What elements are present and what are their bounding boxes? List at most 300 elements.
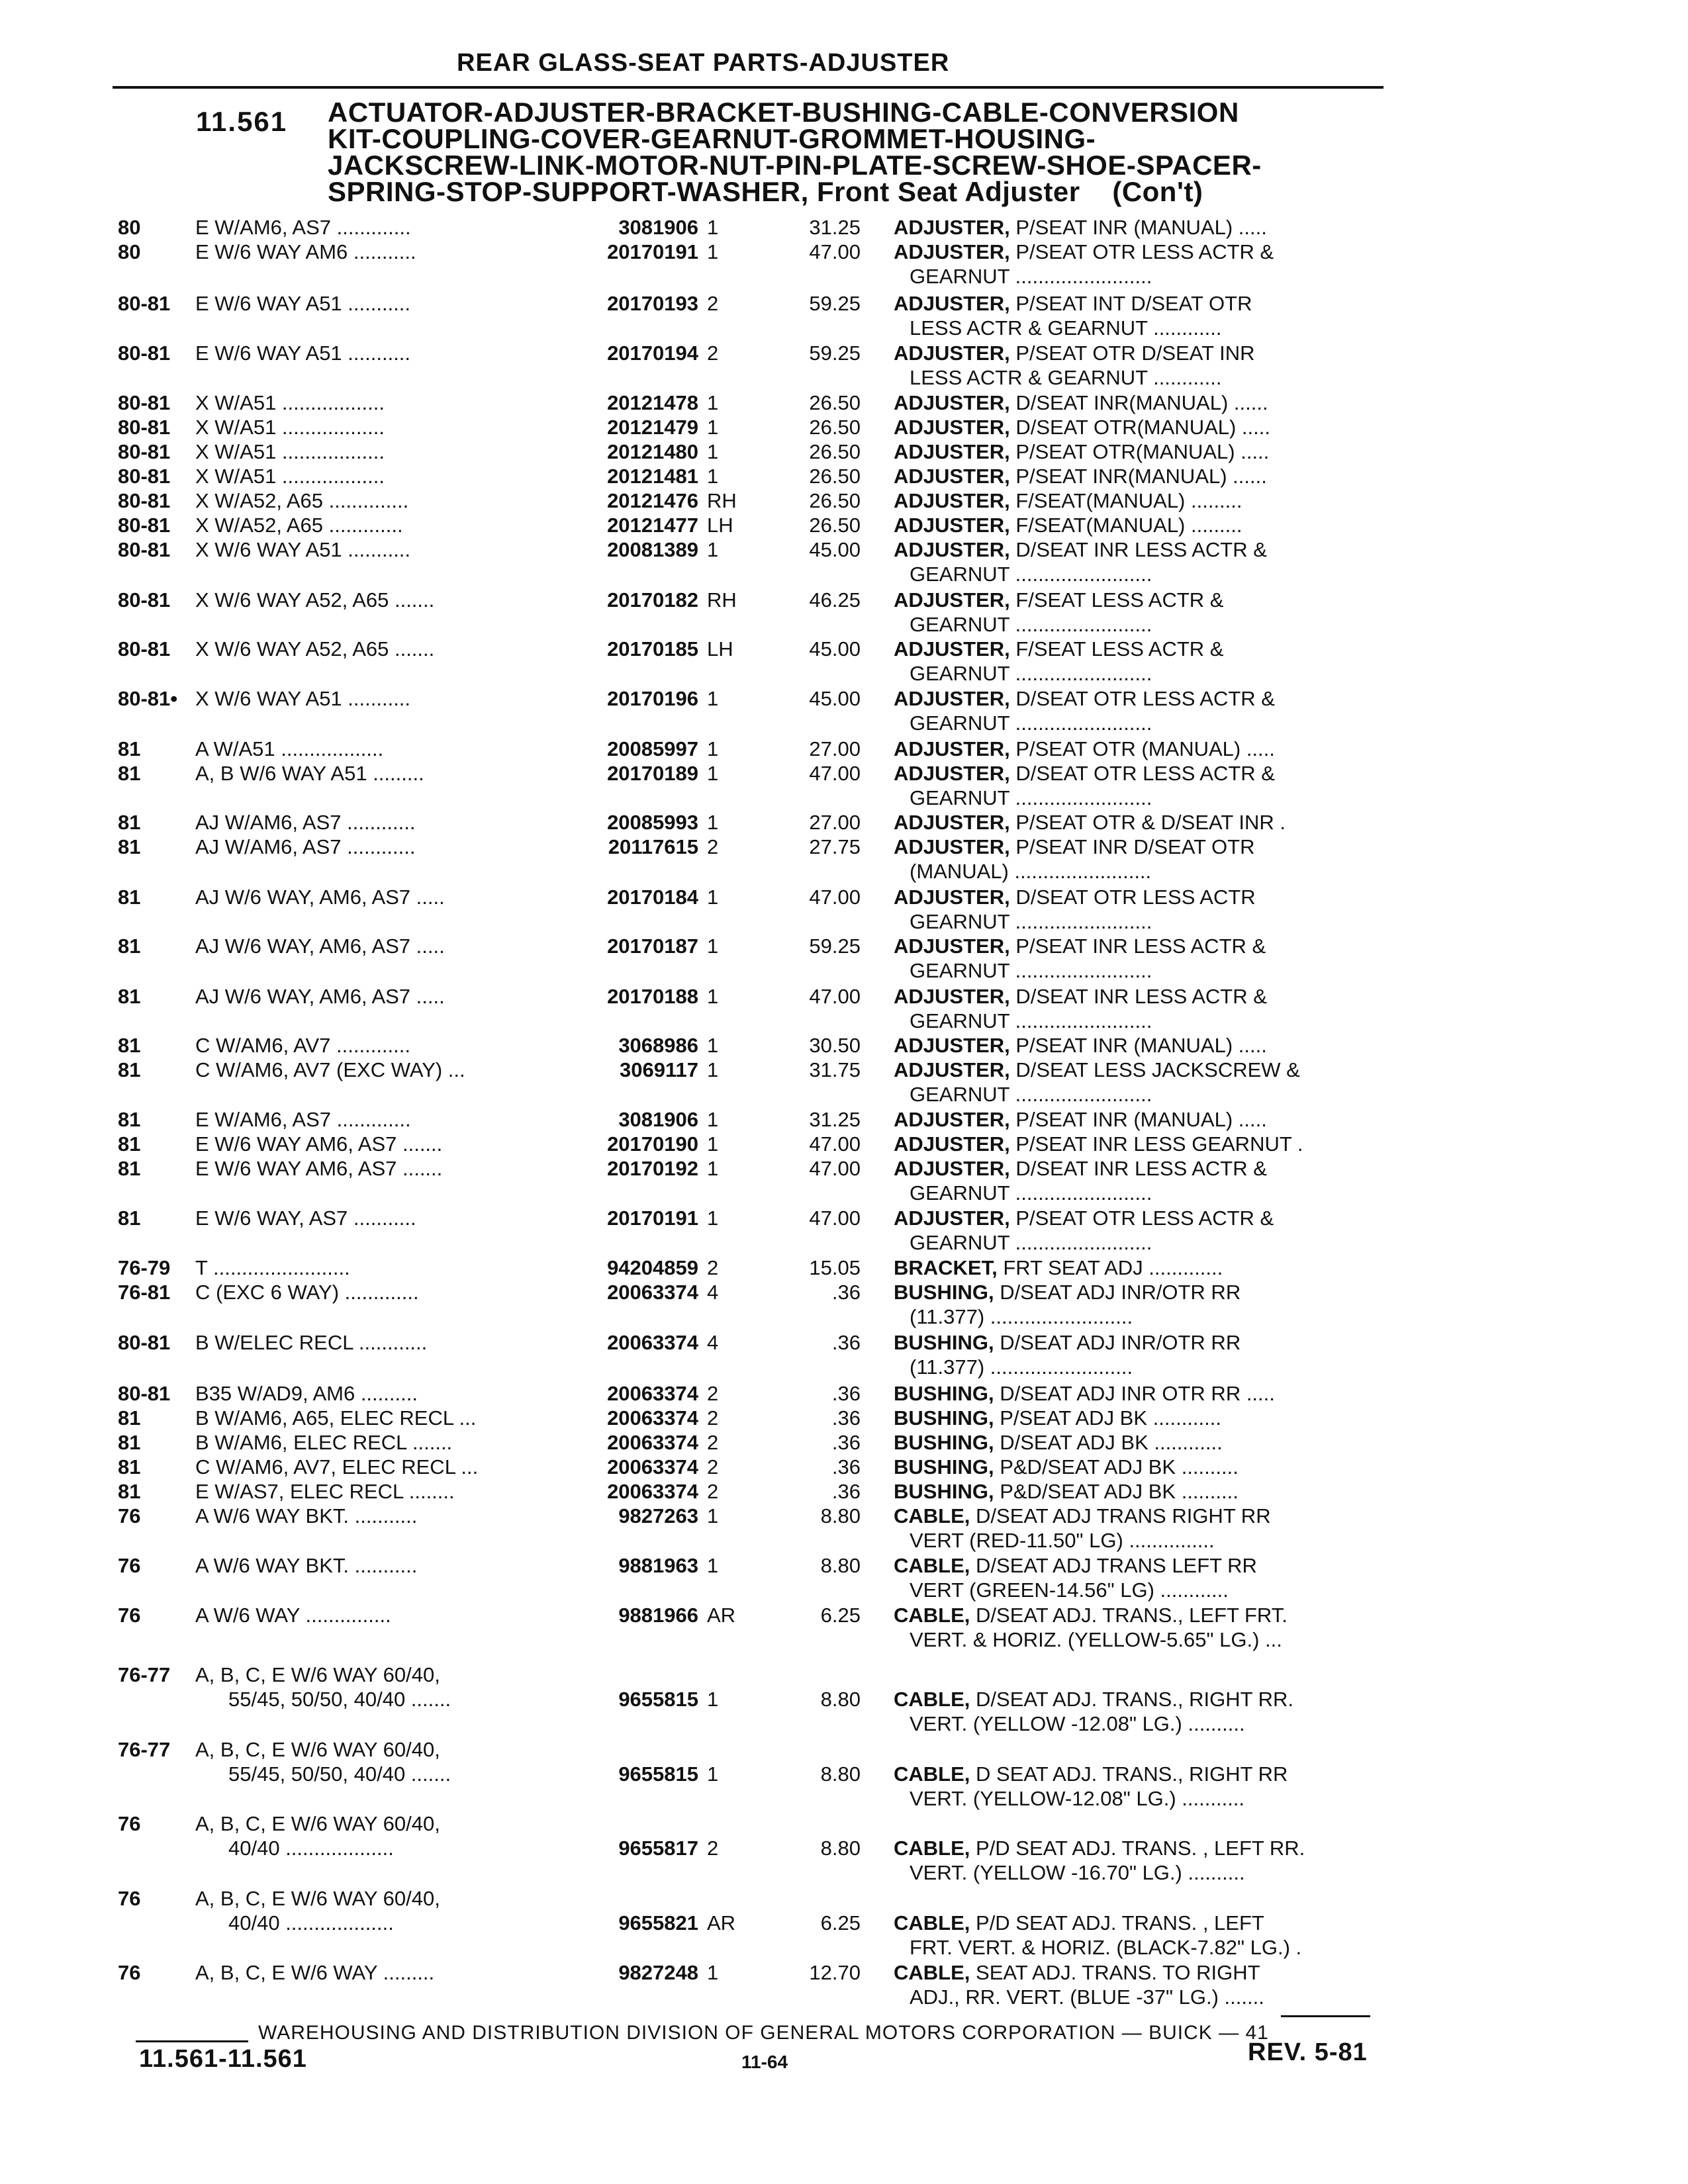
price: 26.50 [809, 416, 861, 439]
model-year: 80-81 [118, 292, 171, 315]
usage-line: X W/A52, A65 .............. [195, 489, 409, 512]
description-line [894, 1504, 1383, 1528]
description [894, 1255, 1383, 1280]
description [894, 761, 1383, 810]
description [894, 1406, 1383, 1430]
usage [195, 513, 566, 537]
description-line [894, 1255, 1383, 1280]
usage-line: C W/AM6, AV7, ELEC RECL ... [195, 1455, 479, 1479]
quantity: 1 [707, 1762, 719, 1786]
price: 47.00 [809, 985, 861, 1008]
price: 45.00 [809, 637, 861, 660]
model-year: 80-81 [118, 1331, 171, 1354]
description [894, 1553, 1383, 1602]
description-text: D/SEAT INR LESS ACTR & [1015, 538, 1267, 561]
usage [195, 1504, 566, 1528]
model-year: 76 [118, 1604, 141, 1627]
description [894, 1280, 1383, 1329]
description-line [894, 1603, 1383, 1627]
price: 30.50 [809, 1034, 861, 1057]
part-name: ADJUSTER, [894, 1132, 1010, 1156]
price: 47.00 [809, 1132, 861, 1156]
description-line [894, 1156, 1383, 1181]
model-year: 80-81 [118, 341, 171, 365]
description-text: P&D/SEAT ADJ BK .......... [1000, 1480, 1239, 1503]
usage-line: A, B W/6 WAY A51 ......... [195, 762, 424, 785]
usage-line: C (EXC 6 WAY) ............. [195, 1281, 419, 1304]
model-year: 81 [118, 1455, 141, 1479]
part-name: ADJUSTER, [894, 514, 1010, 537]
description [894, 240, 1383, 289]
description-line [894, 1911, 1383, 1935]
description-line [894, 390, 1383, 415]
model-year: 81 [118, 1058, 141, 1081]
description [894, 513, 1383, 537]
quantity: 1 [707, 985, 719, 1008]
footer-code: 11.561-11.561 [139, 2045, 307, 2073]
price: .36 [831, 1331, 861, 1354]
description [894, 1960, 1383, 2009]
model-year: 80-81 [118, 440, 171, 463]
usage-line: E W/6 WAY AM6, AS7 ....... [195, 1132, 443, 1156]
usage [195, 1811, 566, 1860]
description [894, 1603, 1383, 1652]
usage [195, 1603, 566, 1627]
description-line [894, 1107, 1383, 1132]
price: 46.25 [809, 588, 861, 612]
quantity: 1 [707, 440, 719, 463]
part-name: ADJUSTER, [894, 934, 1010, 958]
description [894, 390, 1383, 415]
description-text: P/SEAT OTR LESS ACTR & [1015, 1206, 1274, 1230]
quantity: 1 [707, 465, 719, 488]
quantity: LH [707, 637, 733, 660]
price: 27.00 [809, 811, 861, 834]
usage [195, 1255, 566, 1280]
part-name: ADJUSTER, [894, 1034, 1010, 1057]
description [894, 1479, 1383, 1504]
description-line [894, 291, 1383, 316]
description-text: P/D SEAT ADJ. TRANS. , LEFT RR. [976, 1837, 1305, 1860]
description-line [894, 537, 1383, 562]
usage [195, 1033, 566, 1058]
description-line [894, 1455, 1383, 1479]
part-name: BUSHING, [894, 1431, 994, 1454]
usage-line: X W/6 WAY A52, A65 ....... [195, 637, 435, 660]
footer-text: WAREHOUSING AND DISTRIBUTION DIVISION OF GENERAL MOTORS CORPORATION — BUICK — 41 [258, 2022, 1269, 2044]
part-name: CABLE, [894, 1961, 970, 1984]
quantity: LH [707, 514, 733, 537]
part-number: 20121476 [607, 489, 698, 512]
price: .36 [831, 1480, 861, 1503]
quantity: 1 [707, 416, 719, 439]
part-number: 20063374 [607, 1281, 698, 1304]
description-text: P/SEAT INR LESS ACTR & [1015, 934, 1266, 958]
usage [195, 737, 566, 761]
footer-revision: REV. 5-81 [1248, 2038, 1368, 2066]
part-number: 20170185 [607, 637, 698, 660]
description-text: P/SEAT INR(MANUAL) ...... [1015, 465, 1267, 488]
description-line: GEARNUT ........................ [910, 1009, 1152, 1032]
part-number: 3069117 [620, 1058, 698, 1081]
description-text: D/SEAT ADJ TRANS LEFT RR [976, 1554, 1257, 1577]
description-text: D/SEAT OTR LESS ACTR & [1015, 762, 1275, 785]
description-text: P/SEAT INR LESS GEARNUT . [1015, 1132, 1303, 1156]
model-year: 76-81 [118, 1281, 171, 1304]
price: 8.80 [820, 1762, 861, 1786]
description-line [894, 341, 1383, 365]
part-name: BUSHING, [894, 1281, 994, 1304]
description-line [894, 984, 1383, 1009]
model-year: 81 [118, 1034, 141, 1057]
model-year: 81 [118, 737, 141, 760]
quantity: 1 [707, 811, 719, 834]
quantity: 2 [707, 1480, 719, 1503]
description-text: P/SEAT OTR & D/SEAT INR . [1015, 811, 1286, 834]
usage [195, 1330, 566, 1355]
description [894, 1058, 1383, 1107]
part-number: 20121481 [607, 465, 698, 488]
description-text: D/SEAT ADJ INR/OTR RR [1000, 1331, 1241, 1354]
part-number: 3068986 [618, 1034, 698, 1057]
section-number: 11.561 [196, 106, 288, 137]
quantity: 2 [707, 1406, 719, 1430]
part-name: ADJUSTER, [894, 637, 1010, 660]
description-text: P/SEAT OTR D/SEAT INR [1015, 341, 1255, 365]
section-title-line: KIT-COUPLING-COVER-GEARNUT-GROMMET-HOUSING- [328, 123, 1096, 154]
price: 59.25 [809, 292, 861, 315]
part-number: 20170187 [607, 934, 698, 958]
description-text: P/SEAT INR (MANUAL) ..... [1015, 216, 1267, 239]
usage [195, 810, 566, 835]
part-name: ADJUSTER, [894, 737, 1010, 760]
description-text: D/SEAT ADJ BK ............ [1000, 1431, 1223, 1454]
part-name: ADJUSTER, [894, 391, 1010, 414]
description-line [894, 1687, 1383, 1711]
part-number: 9881963 [618, 1554, 698, 1577]
part-number: 20170191 [607, 240, 698, 263]
description-line: VERT. (YELLOW-12.08" LG.) ........... [910, 1787, 1245, 1810]
price: 47.00 [809, 1206, 861, 1230]
part-number: 20117615 [608, 835, 698, 858]
description-text: D/SEAT INR LESS ACTR & [1015, 1157, 1267, 1180]
description-line [894, 737, 1383, 761]
description-line: GEARNUT ........................ [910, 711, 1152, 735]
part-number: 9827248 [618, 1961, 698, 1984]
description-line: (11.377) ......................... [910, 1355, 1133, 1379]
model-year: 80-81 [118, 416, 171, 439]
description-line: VERT (GREEN-14.56" LG) ............ [910, 1578, 1229, 1602]
description [894, 1033, 1383, 1058]
description-text: D/SEAT LESS JACKSCREW & [1015, 1058, 1300, 1081]
description [894, 1330, 1383, 1379]
model-year: 80-81 [118, 1382, 171, 1405]
quantity: 1 [707, 737, 719, 760]
usage [195, 1479, 566, 1504]
price: 47.00 [809, 886, 861, 909]
usage-line: 40/40 ................... [228, 1911, 394, 1934]
part-name: ADJUSTER, [894, 811, 1010, 834]
usage-line: A W/6 WAY BKT. ........... [195, 1554, 418, 1577]
description [894, 215, 1383, 240]
description [894, 637, 1383, 686]
usage [195, 761, 566, 786]
usage [195, 1455, 566, 1479]
description-line [894, 835, 1383, 859]
usage-line: A W/A51 .................. [195, 737, 384, 760]
part-number: 94204859 [607, 1256, 698, 1279]
model-year: 76 [118, 1504, 141, 1527]
description-line [894, 1381, 1383, 1406]
description-line [894, 885, 1383, 909]
description-line: ADJ., RR. VERT. (BLUE -37" LG.) ....... [910, 1985, 1264, 2009]
page-title: REAR GLASS-SEAT PARTS-ADJUSTER [457, 49, 950, 77]
model-year: 80-81• [118, 687, 178, 710]
usage [195, 637, 566, 661]
description [894, 588, 1383, 637]
usage [195, 1662, 566, 1711]
description [894, 934, 1383, 983]
part-name: ADJUSTER, [894, 762, 1010, 785]
description-line [894, 1330, 1383, 1355]
part-name: BUSHING, [894, 1480, 994, 1503]
description-text: D/SEAT OTR LESS ACTR & [1015, 687, 1275, 710]
quantity: 2 [707, 1382, 719, 1405]
part-number: 9655815 [618, 1688, 698, 1711]
usage [195, 1058, 566, 1082]
model-year: 76 [118, 1554, 141, 1577]
description-text: F/SEAT(MANUAL) ......... [1015, 489, 1243, 512]
description-line [894, 488, 1383, 513]
price: 8.80 [820, 1554, 861, 1577]
quantity: 1 [707, 538, 719, 561]
description-line: FRT. VERT. & HORIZ. (BLACK-7.82" LG.) . [910, 1936, 1302, 1959]
description-text: D/SEAT OTR LESS ACTR [1015, 886, 1256, 909]
description [894, 1504, 1383, 1553]
usage [195, 215, 566, 240]
description [894, 291, 1383, 340]
quantity: 1 [707, 1034, 719, 1057]
description [894, 1132, 1383, 1156]
part-number: 9827263 [618, 1504, 698, 1527]
part-name: CABLE, [894, 1911, 970, 1934]
description-text: D/SEAT ADJ TRANS RIGHT RR [976, 1504, 1271, 1527]
quantity: 1 [707, 1688, 719, 1711]
usage-line: AJ W/6 WAY, AM6, AS7 ..... [195, 934, 445, 958]
description-text: D/SEAT INR LESS ACTR & [1015, 985, 1267, 1008]
description [894, 1206, 1383, 1255]
part-number: 20063374 [607, 1331, 698, 1354]
description [894, 464, 1383, 488]
price: .36 [831, 1406, 861, 1430]
footer-rule [1281, 2015, 1370, 2017]
description-line: (11.377) ......................... [910, 1305, 1133, 1328]
price: 15.05 [809, 1256, 861, 1279]
part-name: ADJUSTER, [894, 341, 1010, 365]
part-number: 20170188 [607, 985, 698, 1008]
usage [195, 291, 566, 316]
description-line: GEARNUT ........................ [910, 613, 1152, 636]
usage-line: AJ W/AM6, AS7 ............ [195, 835, 416, 858]
usage-line: A W/6 WAY BKT. ........... [195, 1504, 418, 1527]
description-text: D SEAT ADJ. TRANS., RIGHT RR [976, 1762, 1288, 1786]
description [894, 984, 1383, 1033]
description [894, 1762, 1383, 1811]
description-line [894, 1058, 1383, 1082]
part-number: 20170191 [607, 1206, 698, 1230]
usage-line: T ........................ [195, 1256, 350, 1279]
price: 31.75 [809, 1058, 861, 1081]
description-text: P/SEAT OTR LESS ACTR & [1015, 240, 1274, 263]
price: 26.50 [809, 440, 861, 463]
model-year: 76 [118, 1887, 141, 1910]
model-year: 81 [118, 1157, 141, 1180]
price: 31.25 [809, 216, 861, 239]
description [894, 439, 1383, 464]
model-year: 81 [118, 811, 141, 834]
quantity: 1 [707, 762, 719, 785]
usage-line: E W/6 WAY AM6 ........... [195, 240, 416, 263]
price: 47.00 [809, 240, 861, 263]
price: 8.80 [820, 1837, 861, 1860]
usage [195, 1406, 566, 1430]
description-line: GEARNUT ........................ [910, 786, 1152, 809]
description-line [894, 1206, 1383, 1230]
quantity: 2 [707, 1431, 719, 1454]
usage-line: 40/40 ................... [228, 1837, 394, 1860]
usage-line: AJ W/6 WAY, AM6, AS7 ..... [195, 886, 445, 909]
price: 47.00 [809, 1157, 861, 1180]
usage-line: AJ W/6 WAY, AM6, AS7 ..... [195, 985, 445, 1008]
description [894, 810, 1383, 835]
description-text: P/SEAT OTR (MANUAL) ..... [1015, 737, 1275, 760]
description-line [894, 240, 1383, 264]
description-line: GEARNUT ........................ [910, 959, 1152, 982]
price: 26.50 [809, 391, 861, 414]
usage-line: E W/6 WAY, AS7 ........... [195, 1206, 416, 1230]
description-line [894, 761, 1383, 786]
usage [195, 488, 566, 513]
part-name: ADJUSTER, [894, 985, 1010, 1008]
price: 59.25 [809, 934, 861, 958]
price: 6.25 [820, 1604, 861, 1627]
usage-line: AJ W/AM6, AS7 ............ [195, 811, 416, 834]
part-name: ADJUSTER, [894, 489, 1010, 512]
usage [195, 885, 566, 909]
part-name: CABLE, [894, 1554, 970, 1577]
part-name: BUSHING, [894, 1382, 994, 1405]
quantity: 1 [707, 391, 719, 414]
description-line: GEARNUT ........................ [910, 1231, 1152, 1254]
description-line [894, 1280, 1383, 1304]
description-line [894, 1553, 1383, 1578]
quantity: 2 [707, 1256, 719, 1279]
part-number: 20063374 [607, 1455, 698, 1479]
description-text: D/SEAT ADJ. TRANS., LEFT FRT. [976, 1604, 1288, 1627]
usage-line: X W/6 WAY A51 ........... [195, 687, 411, 710]
part-number: 20085997 [607, 737, 698, 760]
description-line: LESS ACTR & GEARNUT ............ [910, 316, 1222, 340]
description-line: GEARNUT ........................ [910, 662, 1152, 685]
price: 8.80 [820, 1688, 861, 1711]
usage-line: B W/AM6, ELEC RECL ....... [195, 1431, 453, 1454]
usage [195, 1206, 566, 1230]
part-number: 20170190 [607, 1132, 698, 1156]
footer-page-number: 11-64 [741, 2052, 788, 2072]
quantity: 1 [707, 1058, 719, 1081]
quantity: 1 [707, 1206, 719, 1230]
description [894, 686, 1383, 735]
model-year: 81 [118, 835, 141, 858]
description-line [894, 1479, 1383, 1504]
part-name: ADJUSTER, [894, 538, 1010, 561]
description-line: GEARNUT ........................ [910, 1083, 1152, 1106]
quantity: AR [707, 1604, 736, 1627]
model-year: 81 [118, 985, 141, 1008]
model-year: 80 [118, 240, 141, 263]
description-text: D/SEAT OTR(MANUAL) ..... [1015, 416, 1270, 439]
description-line: LESS ACTR & GEARNUT ............ [910, 366, 1222, 389]
part-name: ADJUSTER, [894, 588, 1010, 612]
description-line [894, 1762, 1383, 1786]
quantity: 1 [707, 1961, 719, 1984]
description-line: GEARNUT ........................ [910, 1181, 1152, 1205]
part-number: 20170189 [607, 762, 698, 785]
usage-line: B35 W/AD9, AM6 .......... [195, 1382, 418, 1405]
model-year: 81 [118, 886, 141, 909]
usage [195, 464, 566, 488]
description [894, 1455, 1383, 1479]
usage [195, 390, 566, 415]
quantity: RH [707, 489, 737, 512]
part-name: CABLE, [894, 1604, 970, 1627]
usage-line: C W/AM6, AV7 ............. [195, 1034, 411, 1057]
usage-line: X W/6 WAY A51 ........... [195, 538, 411, 561]
quantity: RH [707, 588, 737, 612]
usage [195, 415, 566, 439]
description-text: SEAT ADJ. TRANS. TO RIGHT [976, 1961, 1260, 1984]
price: 45.00 [809, 538, 861, 561]
quantity: 2 [707, 292, 719, 315]
part-number: 20121479 [607, 416, 698, 439]
usage-line: A, B, C, E W/6 WAY ......... [195, 1961, 435, 1984]
part-number: 9655821 [618, 1911, 698, 1934]
description [894, 415, 1383, 439]
price: 47.00 [809, 762, 861, 785]
model-year: 81 [118, 762, 141, 785]
usage [195, 537, 566, 562]
part-name: ADJUSTER, [894, 1206, 1010, 1230]
part-number: 20170196 [607, 687, 698, 710]
part-name: CABLE, [894, 1837, 970, 1860]
usage [195, 341, 566, 365]
model-year: 80-81 [118, 489, 171, 512]
usage [195, 588, 566, 612]
usage-line: A, B, C, E W/6 WAY 60/40, [195, 1663, 440, 1686]
usage [195, 1886, 566, 1935]
description-text: D/SEAT ADJ INR OTR RR ..... [1000, 1382, 1275, 1405]
model-year: 76 [118, 1812, 141, 1835]
usage [195, 984, 566, 1009]
usage-line: A, B, C, E W/6 WAY 60/40, [195, 1738, 440, 1761]
description-line [894, 215, 1383, 240]
description-line [894, 1033, 1383, 1058]
description-line [894, 415, 1383, 439]
quantity: 1 [707, 886, 719, 909]
part-name: ADJUSTER, [894, 687, 1010, 710]
description-line [894, 588, 1383, 612]
price: 27.75 [809, 835, 861, 858]
